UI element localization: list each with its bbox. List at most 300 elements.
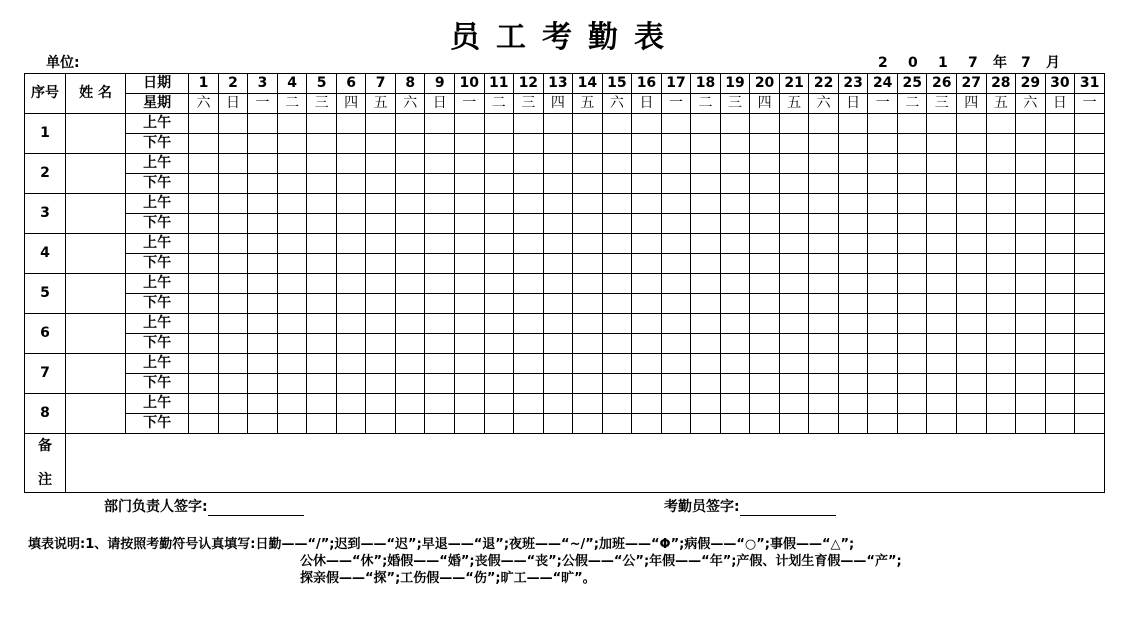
attendance-cell[interactable] xyxy=(1075,194,1105,214)
attendance-cell[interactable] xyxy=(425,194,455,214)
attendance-cell[interactable] xyxy=(543,394,573,414)
attendance-cell[interactable] xyxy=(514,134,544,154)
attendance-cell[interactable] xyxy=(1045,214,1075,234)
attendance-cell[interactable] xyxy=(366,374,396,394)
attendance-cell[interactable] xyxy=(691,394,721,414)
attendance-cell[interactable] xyxy=(779,414,809,434)
attendance-cell[interactable] xyxy=(750,394,780,414)
attendance-cell[interactable] xyxy=(366,354,396,374)
attendance-cell[interactable] xyxy=(307,174,337,194)
attendance-cell[interactable] xyxy=(543,174,573,194)
attendance-cell[interactable] xyxy=(602,334,632,354)
attendance-cell[interactable] xyxy=(336,354,366,374)
attendance-cell[interactable] xyxy=(602,354,632,374)
attendance-cell[interactable] xyxy=(897,394,927,414)
attendance-cell[interactable] xyxy=(395,234,425,254)
attendance-cell[interactable] xyxy=(602,314,632,334)
attendance-cell[interactable] xyxy=(720,314,750,334)
attendance-cell[interactable] xyxy=(957,354,987,374)
attendance-cell[interactable] xyxy=(691,154,721,174)
attendance-cell[interactable] xyxy=(897,134,927,154)
attendance-cell[interactable] xyxy=(514,314,544,334)
attendance-cell[interactable] xyxy=(514,194,544,214)
attendance-cell[interactable] xyxy=(897,374,927,394)
attendance-cell[interactable] xyxy=(661,134,691,154)
attendance-cell[interactable] xyxy=(897,214,927,234)
attendance-cell[interactable] xyxy=(277,394,307,414)
attendance-cell[interactable] xyxy=(809,294,839,314)
attendance-cell[interactable] xyxy=(897,334,927,354)
name-cell[interactable] xyxy=(66,114,126,154)
attendance-cell[interactable] xyxy=(218,134,248,154)
attendance-cell[interactable] xyxy=(425,154,455,174)
attendance-cell[interactable] xyxy=(573,114,603,134)
attendance-cell[interactable] xyxy=(957,274,987,294)
attendance-cell[interactable] xyxy=(277,114,307,134)
attendance-cell[interactable] xyxy=(484,414,514,434)
attendance-cell[interactable] xyxy=(779,254,809,274)
attendance-cell[interactable] xyxy=(1045,354,1075,374)
attendance-cell[interactable] xyxy=(897,114,927,134)
attendance-cell[interactable] xyxy=(750,274,780,294)
attendance-cell[interactable] xyxy=(838,414,868,434)
attendance-cell[interactable] xyxy=(573,194,603,214)
attendance-cell[interactable] xyxy=(307,274,337,294)
attendance-cell[interactable] xyxy=(336,134,366,154)
attendance-cell[interactable] xyxy=(277,254,307,274)
attendance-cell[interactable] xyxy=(1016,294,1046,314)
attendance-cell[interactable] xyxy=(750,254,780,274)
attendance-cell[interactable] xyxy=(838,254,868,274)
attendance-cell[interactable] xyxy=(543,294,573,314)
attendance-cell[interactable] xyxy=(1016,214,1046,234)
attendance-cell[interactable] xyxy=(277,194,307,214)
attendance-cell[interactable] xyxy=(484,194,514,214)
attendance-cell[interactable] xyxy=(986,114,1016,134)
attendance-cell[interactable] xyxy=(189,274,219,294)
attendance-cell[interactable] xyxy=(395,114,425,134)
attendance-cell[interactable] xyxy=(366,314,396,334)
attendance-cell[interactable] xyxy=(454,254,484,274)
attendance-cell[interactable] xyxy=(1075,394,1105,414)
attendance-cell[interactable] xyxy=(632,174,662,194)
attendance-cell[interactable] xyxy=(750,294,780,314)
attendance-cell[interactable] xyxy=(809,214,839,234)
attendance-cell[interactable] xyxy=(336,394,366,414)
attendance-cell[interactable] xyxy=(425,234,455,254)
attendance-cell[interactable] xyxy=(897,154,927,174)
attendance-cell[interactable] xyxy=(868,234,898,254)
attendance-cell[interactable] xyxy=(425,134,455,154)
attendance-cell[interactable] xyxy=(277,374,307,394)
attendance-cell[interactable] xyxy=(632,294,662,314)
attendance-cell[interactable] xyxy=(336,194,366,214)
attendance-cell[interactable] xyxy=(248,194,278,214)
attendance-cell[interactable] xyxy=(661,334,691,354)
attendance-cell[interactable] xyxy=(897,194,927,214)
attendance-cell[interactable] xyxy=(838,134,868,154)
attendance-cell[interactable] xyxy=(632,154,662,174)
name-cell[interactable] xyxy=(66,394,126,434)
attendance-cell[interactable] xyxy=(661,254,691,274)
attendance-cell[interactable] xyxy=(957,174,987,194)
attendance-cell[interactable] xyxy=(425,114,455,134)
attendance-cell[interactable] xyxy=(514,274,544,294)
attendance-cell[interactable] xyxy=(927,314,957,334)
attendance-cell[interactable] xyxy=(1075,274,1105,294)
attendance-cell[interactable] xyxy=(395,254,425,274)
attendance-cell[interactable] xyxy=(336,214,366,234)
attendance-cell[interactable] xyxy=(218,174,248,194)
name-cell[interactable] xyxy=(66,354,126,394)
attendance-cell[interactable] xyxy=(543,154,573,174)
attendance-cell[interactable] xyxy=(868,334,898,354)
attendance-cell[interactable] xyxy=(543,254,573,274)
attendance-cell[interactable] xyxy=(1045,174,1075,194)
attendance-cell[interactable] xyxy=(1016,334,1046,354)
attendance-cell[interactable] xyxy=(514,174,544,194)
attendance-cell[interactable] xyxy=(720,294,750,314)
attendance-cell[interactable] xyxy=(484,314,514,334)
attendance-cell[interactable] xyxy=(838,114,868,134)
attendance-cell[interactable] xyxy=(602,294,632,314)
attendance-cell[interactable] xyxy=(366,294,396,314)
attendance-cell[interactable] xyxy=(366,394,396,414)
attendance-cell[interactable] xyxy=(750,334,780,354)
attendance-cell[interactable] xyxy=(602,174,632,194)
attendance-cell[interactable] xyxy=(1045,374,1075,394)
attendance-cell[interactable] xyxy=(779,194,809,214)
attendance-cell[interactable] xyxy=(691,194,721,214)
attendance-cell[interactable] xyxy=(1016,314,1046,334)
attendance-cell[interactable] xyxy=(720,354,750,374)
attendance-cell[interactable] xyxy=(661,194,691,214)
attendance-cell[interactable] xyxy=(454,374,484,394)
attendance-cell[interactable] xyxy=(366,254,396,274)
attendance-cell[interactable] xyxy=(809,194,839,214)
attendance-cell[interactable] xyxy=(779,234,809,254)
attendance-cell[interactable] xyxy=(454,214,484,234)
attendance-cell[interactable] xyxy=(986,154,1016,174)
attendance-cell[interactable] xyxy=(691,374,721,394)
attendance-cell[interactable] xyxy=(307,234,337,254)
attendance-cell[interactable] xyxy=(248,354,278,374)
remark-area[interactable] xyxy=(66,434,1105,493)
attendance-cell[interactable] xyxy=(986,194,1016,214)
attendance-cell[interactable] xyxy=(720,394,750,414)
attendance-cell[interactable] xyxy=(868,394,898,414)
attendance-cell[interactable] xyxy=(277,414,307,434)
attendance-cell[interactable] xyxy=(189,134,219,154)
attendance-cell[interactable] xyxy=(484,234,514,254)
attendance-cell[interactable] xyxy=(1045,114,1075,134)
attendance-cell[interactable] xyxy=(838,394,868,414)
attendance-cell[interactable] xyxy=(779,134,809,154)
attendance-cell[interactable] xyxy=(218,154,248,174)
attendance-cell[interactable] xyxy=(838,314,868,334)
attendance-cell[interactable] xyxy=(336,414,366,434)
attendance-cell[interactable] xyxy=(366,214,396,234)
attendance-cell[interactable] xyxy=(750,134,780,154)
attendance-cell[interactable] xyxy=(750,114,780,134)
attendance-cell[interactable] xyxy=(809,134,839,154)
attendance-cell[interactable] xyxy=(602,154,632,174)
attendance-cell[interactable] xyxy=(986,254,1016,274)
attendance-cell[interactable] xyxy=(573,154,603,174)
attendance-cell[interactable] xyxy=(307,214,337,234)
attendance-cell[interactable] xyxy=(661,354,691,374)
attendance-cell[interactable] xyxy=(809,394,839,414)
attendance-cell[interactable] xyxy=(366,234,396,254)
attendance-cell[interactable] xyxy=(1016,174,1046,194)
attendance-cell[interactable] xyxy=(573,374,603,394)
attendance-cell[interactable] xyxy=(927,394,957,414)
attendance-cell[interactable] xyxy=(395,314,425,334)
attendance-cell[interactable] xyxy=(1075,134,1105,154)
attendance-cell[interactable] xyxy=(632,334,662,354)
attendance-cell[interactable] xyxy=(868,174,898,194)
attendance-cell[interactable] xyxy=(779,294,809,314)
attendance-cell[interactable] xyxy=(1045,274,1075,294)
attendance-cell[interactable] xyxy=(218,314,248,334)
attendance-cell[interactable] xyxy=(661,374,691,394)
attendance-cell[interactable] xyxy=(691,334,721,354)
attendance-cell[interactable] xyxy=(336,114,366,134)
attendance-cell[interactable] xyxy=(868,294,898,314)
attendance-cell[interactable] xyxy=(720,234,750,254)
attendance-cell[interactable] xyxy=(454,334,484,354)
attendance-cell[interactable] xyxy=(661,214,691,234)
attendance-cell[interactable] xyxy=(632,414,662,434)
attendance-cell[interactable] xyxy=(927,234,957,254)
attendance-cell[interactable] xyxy=(691,234,721,254)
attendance-cell[interactable] xyxy=(366,194,396,214)
attendance-cell[interactable] xyxy=(750,174,780,194)
attendance-cell[interactable] xyxy=(454,294,484,314)
attendance-cell[interactable] xyxy=(779,394,809,414)
attendance-cell[interactable] xyxy=(868,114,898,134)
attendance-cell[interactable] xyxy=(425,174,455,194)
attendance-cell[interactable] xyxy=(425,334,455,354)
attendance-cell[interactable] xyxy=(632,234,662,254)
attendance-cell[interactable] xyxy=(1075,414,1105,434)
attendance-cell[interactable] xyxy=(868,354,898,374)
attendance-cell[interactable] xyxy=(632,314,662,334)
attendance-cell[interactable] xyxy=(366,174,396,194)
attendance-cell[interactable] xyxy=(691,254,721,274)
attendance-cell[interactable] xyxy=(189,214,219,234)
attendance-cell[interactable] xyxy=(986,134,1016,154)
attendance-cell[interactable] xyxy=(809,334,839,354)
attendance-cell[interactable] xyxy=(1016,194,1046,214)
attendance-cell[interactable] xyxy=(868,154,898,174)
attendance-cell[interactable] xyxy=(189,354,219,374)
attendance-cell[interactable] xyxy=(986,314,1016,334)
attendance-cell[interactable] xyxy=(189,154,219,174)
attendance-cell[interactable] xyxy=(838,294,868,314)
attendance-cell[interactable] xyxy=(1075,254,1105,274)
attendance-cell[interactable] xyxy=(1016,394,1046,414)
attendance-cell[interactable] xyxy=(1075,214,1105,234)
attendance-cell[interactable] xyxy=(454,414,484,434)
attendance-cell[interactable] xyxy=(986,354,1016,374)
attendance-cell[interactable] xyxy=(336,234,366,254)
attendance-cell[interactable] xyxy=(189,314,219,334)
attendance-cell[interactable] xyxy=(484,254,514,274)
attendance-cell[interactable] xyxy=(189,194,219,214)
attendance-cell[interactable] xyxy=(218,354,248,374)
attendance-cell[interactable] xyxy=(809,274,839,294)
attendance-cell[interactable] xyxy=(1016,154,1046,174)
attendance-cell[interactable] xyxy=(602,374,632,394)
attendance-cell[interactable] xyxy=(1045,234,1075,254)
attendance-cell[interactable] xyxy=(484,294,514,314)
attendance-cell[interactable] xyxy=(986,294,1016,314)
attendance-cell[interactable] xyxy=(248,294,278,314)
attendance-cell[interactable] xyxy=(809,374,839,394)
attendance-cell[interactable] xyxy=(248,414,278,434)
attendance-cell[interactable] xyxy=(691,134,721,154)
name-cell[interactable] xyxy=(66,234,126,274)
attendance-cell[interactable] xyxy=(779,174,809,194)
attendance-cell[interactable] xyxy=(957,414,987,434)
clerk-signature-line[interactable] xyxy=(740,501,836,516)
attendance-cell[interactable] xyxy=(395,194,425,214)
attendance-cell[interactable] xyxy=(307,294,337,314)
attendance-cell[interactable] xyxy=(248,394,278,414)
attendance-cell[interactable] xyxy=(986,334,1016,354)
attendance-cell[interactable] xyxy=(1075,154,1105,174)
attendance-cell[interactable] xyxy=(1075,294,1105,314)
name-cell[interactable] xyxy=(66,194,126,234)
attendance-cell[interactable] xyxy=(277,134,307,154)
attendance-cell[interactable] xyxy=(543,114,573,134)
attendance-cell[interactable] xyxy=(573,334,603,354)
attendance-cell[interactable] xyxy=(573,134,603,154)
attendance-cell[interactable] xyxy=(189,414,219,434)
attendance-cell[interactable] xyxy=(454,314,484,334)
attendance-cell[interactable] xyxy=(691,274,721,294)
attendance-cell[interactable] xyxy=(1045,154,1075,174)
attendance-cell[interactable] xyxy=(218,194,248,214)
attendance-cell[interactable] xyxy=(897,254,927,274)
attendance-cell[interactable] xyxy=(632,194,662,214)
attendance-cell[interactable] xyxy=(897,354,927,374)
attendance-cell[interactable] xyxy=(189,374,219,394)
attendance-cell[interactable] xyxy=(779,214,809,234)
attendance-cell[interactable] xyxy=(957,194,987,214)
attendance-cell[interactable] xyxy=(602,234,632,254)
attendance-cell[interactable] xyxy=(543,314,573,334)
attendance-cell[interactable] xyxy=(573,234,603,254)
attendance-cell[interactable] xyxy=(838,194,868,214)
attendance-cell[interactable] xyxy=(809,254,839,274)
attendance-cell[interactable] xyxy=(248,214,278,234)
attendance-cell[interactable] xyxy=(395,414,425,434)
attendance-cell[interactable] xyxy=(248,114,278,134)
attendance-cell[interactable] xyxy=(425,214,455,234)
attendance-cell[interactable] xyxy=(720,334,750,354)
attendance-cell[interactable] xyxy=(307,374,337,394)
attendance-cell[interactable] xyxy=(720,114,750,134)
attendance-cell[interactable] xyxy=(897,174,927,194)
attendance-cell[interactable] xyxy=(336,374,366,394)
attendance-cell[interactable] xyxy=(366,414,396,434)
attendance-cell[interactable] xyxy=(632,254,662,274)
attendance-cell[interactable] xyxy=(484,274,514,294)
attendance-cell[interactable] xyxy=(307,114,337,134)
attendance-cell[interactable] xyxy=(425,354,455,374)
attendance-cell[interactable] xyxy=(661,314,691,334)
attendance-cell[interactable] xyxy=(248,374,278,394)
attendance-cell[interactable] xyxy=(218,334,248,354)
attendance-cell[interactable] xyxy=(868,214,898,234)
attendance-cell[interactable] xyxy=(661,234,691,254)
attendance-cell[interactable] xyxy=(868,274,898,294)
attendance-cell[interactable] xyxy=(986,374,1016,394)
attendance-cell[interactable] xyxy=(189,174,219,194)
attendance-cell[interactable] xyxy=(661,154,691,174)
name-cell[interactable] xyxy=(66,314,126,354)
attendance-cell[interactable] xyxy=(691,414,721,434)
attendance-cell[interactable] xyxy=(779,154,809,174)
attendance-cell[interactable] xyxy=(838,334,868,354)
attendance-cell[interactable] xyxy=(957,314,987,334)
attendance-cell[interactable] xyxy=(218,274,248,294)
attendance-cell[interactable] xyxy=(395,374,425,394)
attendance-cell[interactable] xyxy=(1075,374,1105,394)
attendance-cell[interactable] xyxy=(543,194,573,214)
attendance-cell[interactable] xyxy=(1075,234,1105,254)
attendance-cell[interactable] xyxy=(691,174,721,194)
attendance-cell[interactable] xyxy=(573,254,603,274)
attendance-cell[interactable] xyxy=(661,414,691,434)
attendance-cell[interactable] xyxy=(543,414,573,434)
attendance-cell[interactable] xyxy=(661,394,691,414)
attendance-cell[interactable] xyxy=(927,214,957,234)
attendance-cell[interactable] xyxy=(809,354,839,374)
attendance-cell[interactable] xyxy=(514,414,544,434)
attendance-cell[interactable] xyxy=(957,334,987,354)
attendance-cell[interactable] xyxy=(779,354,809,374)
attendance-cell[interactable] xyxy=(277,294,307,314)
attendance-cell[interactable] xyxy=(632,394,662,414)
attendance-cell[interactable] xyxy=(957,254,987,274)
attendance-cell[interactable] xyxy=(307,354,337,374)
attendance-cell[interactable] xyxy=(632,114,662,134)
attendance-cell[interactable] xyxy=(986,274,1016,294)
attendance-cell[interactable] xyxy=(514,374,544,394)
attendance-cell[interactable] xyxy=(779,274,809,294)
attendance-cell[interactable] xyxy=(514,394,544,414)
attendance-cell[interactable] xyxy=(307,334,337,354)
attendance-cell[interactable] xyxy=(779,334,809,354)
attendance-cell[interactable] xyxy=(248,174,278,194)
attendance-cell[interactable] xyxy=(1016,234,1046,254)
attendance-cell[interactable] xyxy=(484,334,514,354)
attendance-cell[interactable] xyxy=(720,134,750,154)
attendance-cell[interactable] xyxy=(957,374,987,394)
attendance-cell[interactable] xyxy=(661,274,691,294)
attendance-cell[interactable] xyxy=(809,234,839,254)
attendance-cell[interactable] xyxy=(573,414,603,434)
attendance-cell[interactable] xyxy=(336,294,366,314)
attendance-cell[interactable] xyxy=(957,154,987,174)
attendance-cell[interactable] xyxy=(720,214,750,234)
attendance-cell[interactable] xyxy=(720,174,750,194)
attendance-cell[interactable] xyxy=(277,314,307,334)
attendance-cell[interactable] xyxy=(1045,134,1075,154)
